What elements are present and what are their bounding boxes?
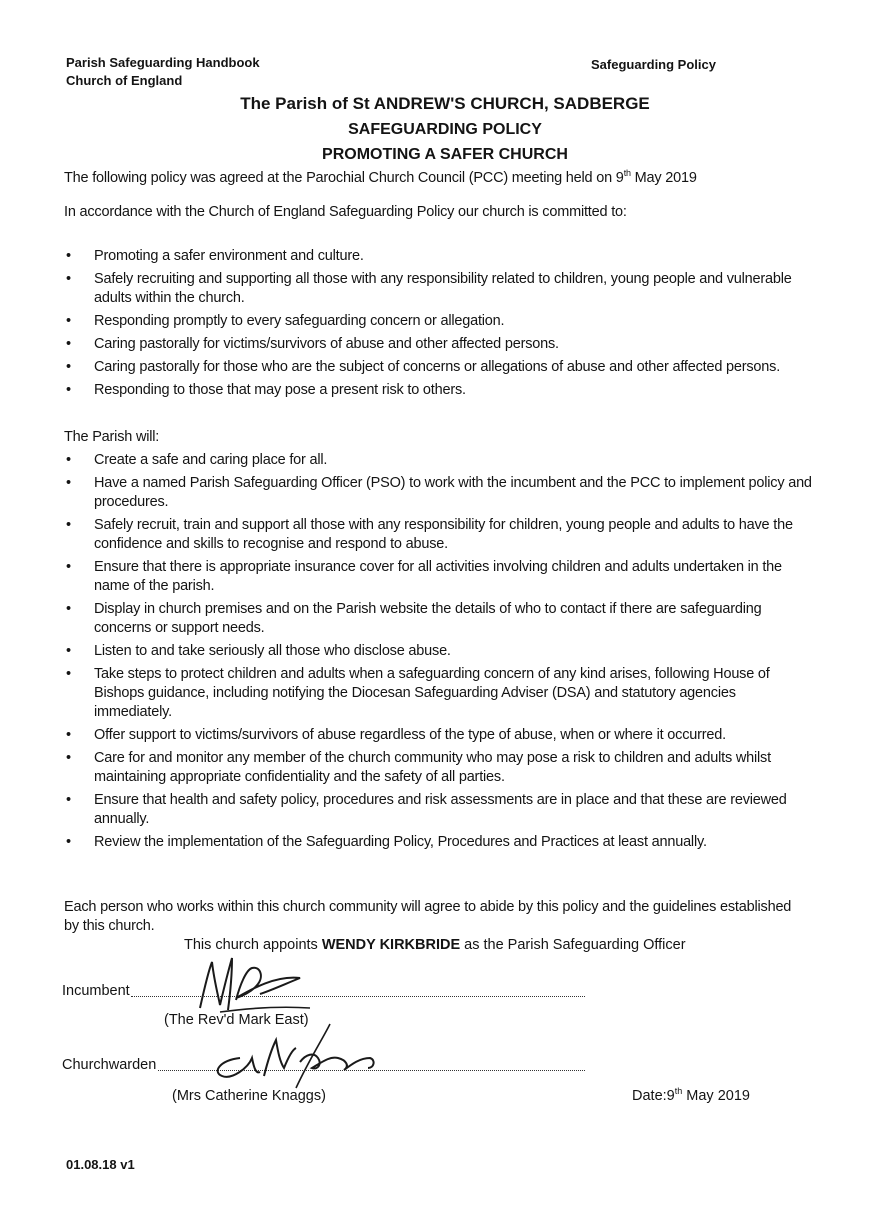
handbook-header	[66, 54, 260, 90]
church-name: Church of England	[66, 73, 183, 88]
list-item: • Offer support to victims/survivors of abuse regardless of the type of abuse, when or where it occurred.	[66, 727, 726, 743]
agreement-paragraph: Each person who works within this church community will agree to abide by this policy and the guidelines established by this church.	[64, 899, 792, 934]
policy-header: Safeguarding Policy	[591, 57, 716, 72]
list-item: • Create a safe and caring place for all.	[66, 452, 328, 468]
list-item: • Display in church premises and on the Parish website the details of who to contact if there are safeguarding concerns or support needs.	[66, 601, 762, 636]
document-version: 01.08.18 v1	[66, 1157, 135, 1172]
list-item: • Responding promptly to every safeguarding concern or allegation.	[66, 313, 505, 329]
list-item: • Have a named Parish Safeguarding Officer (PSO) to work with the incumbent and the PCC to implement policy and procedures.	[66, 475, 812, 510]
list-item: • Care for and monitor any member of the church community who may pose a risk to children and adults whilst maintaining appropriate confidentiality and the safety of all parties.	[66, 750, 771, 785]
pso-name: WENDY KIRKBRIDE	[321, 937, 461, 953]
incumbent-name: (The Rev'd Mark East)	[164, 1012, 309, 1028]
list-item: • Listen to and take seriously all those who disclose abuse.	[66, 643, 451, 659]
commitment-intro: In accordance with the Church of England Safeguarding Policy our church is committed to:	[64, 204, 627, 220]
churchwarden-label: Churchwarden	[62, 1057, 157, 1073]
list-item: • Caring pastorally for victims/survivors of abuse and other affected persons.	[66, 336, 559, 352]
policy-subtitle: PROMOTING A SAFER CHURCH	[322, 146, 568, 163]
parish-will-list	[64, 451, 814, 856]
agreement-statement: The following policy was agreed at the Parochial Church Council (PCC) meeting held on 9th May 2019	[64, 168, 697, 186]
commitments-list	[64, 247, 814, 404]
list-item: • Ensure that there is appropriate insurance cover for all activities involving children and adults undertaken in the name of the parish.	[66, 559, 782, 594]
pso-appointment: This church appoints WENDY KIRKBRIDE as the Parish Safeguarding Officer	[184, 937, 686, 953]
churchwarden-signature	[200, 1010, 400, 1095]
parish-will-label: The Parish will:	[64, 429, 160, 445]
list-item: • Responding to those that may pose a present risk to others.	[66, 382, 466, 398]
list-item: • Review the implementation of the Safeguarding Policy, Procedures and Practices at least annually.	[66, 834, 707, 850]
list-item: • Safely recruiting and supporting all those with any responsibility related to children, young people and vulnerable adults within the church.	[66, 271, 792, 306]
churchwarden-name: (Mrs Catherine Knaggs)	[172, 1088, 326, 1104]
parish-title: The Parish of St ANDREW'S CHURCH, SADBERGE	[240, 94, 650, 113]
signature-date: Date:9th May 2019	[632, 1086, 750, 1104]
handbook-title: Parish Safeguarding Handbook	[66, 55, 260, 70]
incumbent-label: Incumbent	[62, 983, 130, 999]
list-item: • Promoting a safer environment and culture.	[66, 248, 364, 264]
list-item: • Safely recruit, train and support all those with any responsibility for children, young people and adults to have the confidence and skills to recognise and respond to abuse.	[66, 517, 793, 552]
list-item: • Ensure that health and safety policy, procedures and risk assessments are in place and that these are reviewed annually.	[66, 792, 787, 827]
list-item: • Take steps to protect children and adults when a safeguarding concern of any kind arises, following House of Bishops guidance, including notifying the Diocesan Safeguarding Adviser (DSA) and statutory agencies immediately.	[66, 666, 770, 720]
list-item: • Caring pastorally for those who are the subject of concerns or allegations of abuse and other affected persons.	[66, 359, 781, 375]
policy-title: SAFEGUARDING POLICY	[348, 121, 542, 138]
